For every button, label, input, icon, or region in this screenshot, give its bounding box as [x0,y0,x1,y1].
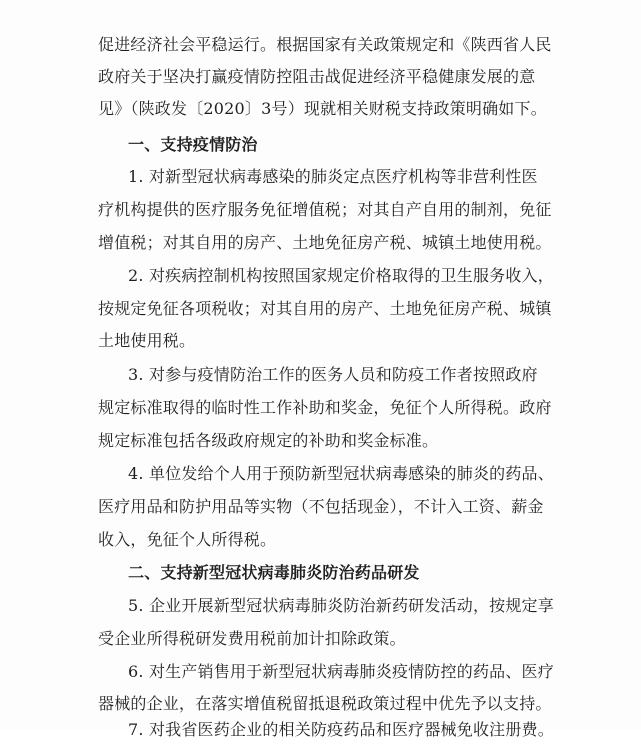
policy-item-line: 1. 对新型冠状病毒感染的肺炎定点医疗机构等非营利性医 [128,167,538,186]
intro-line: 见》（陕政发〔2020〕3号）现就相关财税支持政策明确如下。 [98,99,547,118]
policy-item-line: 2. 对疾病控制机构按照国家规定价格取得的卫生服务收入， [128,266,554,285]
policy-item-line: 收入，免征个人所得税。 [98,530,277,549]
policy-item-line: 7. 对我省医药企业的相关防疫药品和医疗器械免收注册费。 [128,720,554,739]
policy-item-line: 增值税；对其自用的房产、土地免征房产税、城镇土地使用税。 [98,233,552,252]
policy-item-line: 按规定免征各项税收；对其自用的房产、土地免征房产税、城镇 [98,299,552,318]
policy-item-line: 6. 对生产销售用于新型冠状病毒肺炎疫情防控的药品、医疗 [128,662,554,681]
section-heading: 二、支持新型冠状病毒肺炎防治药品研发 [128,563,420,582]
policy-item-line: 规定标准包括各级政府规定的补助和奖金标准。 [98,431,439,450]
policy-item-line: 疗机构提供的医疗服务免征增值税；对其自产自用的制剂，免征 [98,200,552,219]
intro-line: 政府关于坚决打赢疫情防控阻击战促进经济平稳健康发展的意 [98,67,536,86]
policy-item-line: 土地使用税。 [98,331,196,350]
policy-item-line: 医疗用品和防护用品等实物（不包括现金），不计入工资、薪金 [98,497,544,516]
policy-item-line: 受企业所得税研发费用税前加计扣除政策。 [98,629,406,648]
policy-item-line: 3. 对参与疫情防治工作的医务人员和防疫工作者按照政府 [128,365,538,384]
section-heading: 一、支持疫情防治 [128,135,258,154]
policy-item-line: 5. 企业开展新型冠状病毒肺炎防治新药研发活动，按规定享 [128,596,554,615]
policy-item-line: 器械的企业，在落实增值税留抵退税政策过程中优先予以支持。 [98,694,552,713]
policy-item-line: 规定标准取得的临时性工作补助和奖金，免征个人所得税。政府 [98,398,552,417]
intro-line: 促进经济社会平稳运行。根据国家有关政策规定和《陕西省人民 [98,35,552,54]
policy-item-line: 4. 单位发给个人用于预防新型冠状病毒感染的肺炎的药品、 [128,464,554,483]
